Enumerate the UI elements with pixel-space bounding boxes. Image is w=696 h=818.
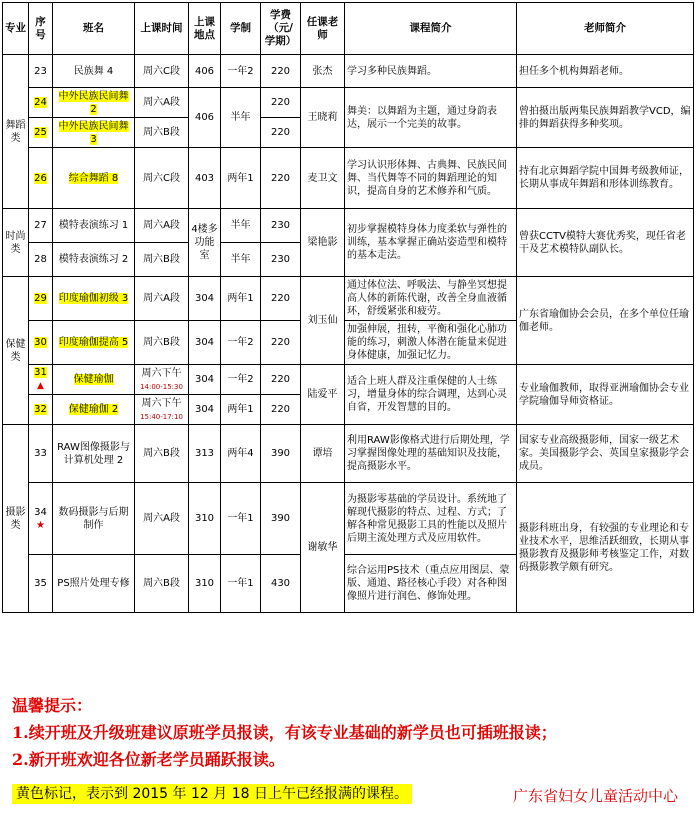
category-cell: 时尚类: [3, 209, 29, 277]
col-header-teacher: 任课老师: [301, 3, 345, 55]
teacher-intro: 专业瑜伽教师，取得亚洲瑜伽协会专业学院瑜伽导师资格证。: [517, 365, 694, 425]
class-place: 313: [189, 425, 221, 483]
class-place: 406: [189, 88, 221, 148]
highlight-legend: 黄色标记，表示到 2015 年 12 月 18 日上午已经报满的课程。: [12, 784, 412, 804]
class-fee: 220: [261, 321, 301, 365]
class-time: 周六C段: [135, 55, 189, 88]
table-row: [3, 277, 694, 321]
teacher-name: 张杰: [301, 55, 345, 88]
class-place: 304: [189, 395, 221, 425]
col-header-name: 班名: [53, 3, 135, 55]
notes-line-1: 1.续开班及升级班建议原班学员报读，有该专业基础的新学员也可插班报读；: [12, 723, 557, 742]
course-table: [2, 2, 694, 613]
organization-name: 广东省妇女儿童活动中心: [512, 787, 678, 805]
table-row: [3, 148, 694, 209]
class-fee: 430: [261, 555, 301, 613]
class-fee: 220: [261, 88, 301, 118]
col-header-time: 上课时间: [135, 3, 189, 55]
class-place: 310: [189, 555, 221, 613]
class-name: PS照片处理专修: [53, 555, 135, 613]
class-place: 406: [189, 55, 221, 88]
class-time: 周六C段: [135, 148, 189, 209]
teacher-intro: 担任多个机构舞蹈老师。: [517, 55, 694, 88]
class-name: 民族舞 4: [53, 55, 135, 88]
class-name: 模特表演练习 1: [53, 209, 135, 243]
col-header-term: 学制: [221, 3, 261, 55]
class-term: 半年: [221, 243, 261, 277]
category-cell: 保健类: [3, 277, 29, 425]
star-icon: ★: [36, 519, 45, 531]
class-fee: 390: [261, 425, 301, 483]
table-row: [3, 88, 694, 118]
class-term: 一年2: [221, 55, 261, 88]
class-name: 中外民族民间舞 2: [58, 90, 129, 115]
col-header-fee: 学费（元/学期）: [261, 3, 301, 55]
teacher-name: 刘玉仙: [301, 277, 345, 365]
table-row: [3, 425, 694, 483]
class-fee: 220: [261, 118, 301, 148]
col-header-course: 课程简介: [345, 3, 517, 55]
category-cell: 舞蹈类: [3, 55, 29, 209]
course-intro: 通过体位法、呼吸法、与静坐冥想提高人体的新陈代谢，改善全身血液循环，舒缓紧张和疲劳。: [345, 277, 517, 321]
course-intro: 利用RAW影像格式进行后期处理，学习掌握图像处理的基础知识及技能，提高摄影水平。: [345, 425, 517, 483]
teacher-intro: 曾拍摄出版两集民族舞蹈教学VCD，编排的舞蹈获得多种奖项。: [517, 88, 694, 148]
class-name: 保健瑜伽 2: [68, 404, 119, 415]
class-place: 304: [189, 365, 221, 395]
row-no: 31: [34, 367, 47, 378]
class-time: 周六A段: [135, 277, 189, 321]
row-no: 32: [34, 404, 47, 415]
class-time: 周六A段: [135, 483, 189, 555]
table-row: [3, 55, 694, 88]
teacher-name: 谢敏华: [301, 483, 345, 613]
class-time: 周六B段: [135, 321, 189, 365]
class-term: 半年: [221, 209, 261, 243]
course-intro: 初步掌握模特身体力度柔软与弹性的训练，基本掌握正确站姿造型和模特的基本走法。: [345, 209, 517, 277]
notes-section: [12, 692, 692, 773]
class-time: 周六B段: [135, 118, 189, 148]
row-no: 27: [29, 209, 53, 243]
class-place: 4楼多功能室: [189, 209, 221, 277]
class-name: 中外民族民间舞 3: [58, 120, 129, 145]
teacher-name: 梁艳影: [301, 209, 345, 277]
class-name: RAW图像摄影与计算机处理 2: [53, 425, 135, 483]
notes-line-2: 2.新开班欢迎各位新老学员踊跃报读。: [12, 750, 285, 769]
class-time: 周六B段: [135, 425, 189, 483]
class-term: 一年2: [221, 321, 261, 365]
header-row: [3, 3, 694, 55]
teacher-intro: 曾获CCTV模特大赛优秀奖，现任省老干及艺术模特队副队长。: [517, 209, 694, 277]
course-intro: 综合运用PS技术（重点应用图层、蒙版、通道、路径核心手段）对各种图像照片进行润色、修饰处理。: [345, 555, 517, 613]
class-name: 模特表演练习 2: [53, 243, 135, 277]
class-term: 两年1: [221, 277, 261, 321]
class-term: 一年1: [221, 483, 261, 555]
table-row: [3, 209, 694, 243]
class-time: 周六B段: [135, 243, 189, 277]
class-name: 综合舞蹈 8: [68, 172, 119, 184]
teacher-name: 麦卫文: [301, 148, 345, 209]
class-term: 一年2: [221, 365, 261, 395]
class-term: 一年1: [221, 555, 261, 613]
teacher-intro: 摄影科班出身，有较强的专业理论和专业技术水平，思维活跃细致，长期从事摄影教育及摄影师考核鉴定工作，对数码摄影教学颇有研究。: [517, 483, 694, 613]
row-no: 30: [34, 337, 47, 348]
class-term: 两年4: [221, 425, 261, 483]
class-fee: 390: [261, 483, 301, 555]
row-no: 34: [34, 506, 47, 518]
course-intro: 学习多种民族舞蹈。: [345, 55, 517, 88]
course-intro: 为摄影零基础的学员设计。系统地了解现代摄影的特点、过程、方式；了解各种常见摄影工具的性能以及照片后期主流处理方式及应用软件。: [345, 483, 517, 555]
class-time: 周六下午: [141, 397, 182, 409]
row-no: 25: [34, 127, 47, 138]
class-term: 两年1: [221, 148, 261, 209]
row-no: 29: [34, 293, 47, 304]
teacher-intro: 广东省瑜伽协会会员，在多个单位任瑜伽老师。: [517, 277, 694, 365]
course-intro: 舞美：以舞蹈为主题，通过身韵表达，展示一个完美的故事。: [345, 88, 517, 148]
category-cell: 摄影类: [3, 425, 29, 613]
row-no: 26: [34, 172, 47, 184]
class-fee: 220: [261, 277, 301, 321]
class-time: 周六B段: [135, 555, 189, 613]
class-fee: 220: [261, 365, 301, 395]
table-row: [3, 365, 694, 395]
row-no: 35: [29, 555, 53, 613]
teacher-name: 谭培: [301, 425, 345, 483]
class-place: 310: [189, 483, 221, 555]
class-fee: 220: [261, 55, 301, 88]
teacher-intro: 持有北京舞蹈学院中国舞考级教师证，长期从事成年舞蹈和形体训练教育。: [517, 148, 694, 209]
class-term: 两年1: [221, 395, 261, 425]
class-time-detail: 15:40-17:10: [140, 412, 183, 421]
class-name: 印度瑜伽初级 3: [58, 293, 129, 304]
class-time: 周六A段: [135, 88, 189, 118]
row-no: 23: [29, 55, 53, 88]
notes-title: 温馨提示：: [12, 696, 93, 715]
col-header-category: 专业: [3, 3, 29, 55]
row-no: 24: [34, 97, 47, 108]
class-place: 304: [189, 277, 221, 321]
teacher-name: 陆爱平: [301, 365, 345, 425]
row-no: 33: [29, 425, 53, 483]
class-name: 保健瑜伽: [73, 374, 114, 385]
class-time-detail: 14:00-15:30: [140, 382, 183, 391]
teacher-name: 王晓莉: [301, 88, 345, 148]
footer: [12, 783, 692, 809]
row-no: 28: [29, 243, 53, 277]
teacher-intro: 国家专业高级摄影师，国家一级艺术家。美国摄影学会、英国皇家摄影学会成员。: [517, 425, 694, 483]
class-time: 周六A段: [135, 209, 189, 243]
class-time: 周六下午: [141, 367, 182, 379]
course-intro: 加强伸展，扭转，平衡和强化心肺功能的练习，刺激人体潜在能量来促进身体健康，加强记忆力。: [345, 321, 517, 365]
course-intro: 适合上班人群及注重保健的人士练习，增量身体的综合调理，达到心灵自省，开发智慧的目的。: [345, 365, 517, 425]
class-place: 403: [189, 148, 221, 209]
table-row: [3, 483, 694, 555]
col-header-place: 上课地点: [189, 3, 221, 55]
class-term: 半年: [221, 88, 261, 148]
class-fee: 220: [261, 148, 301, 209]
class-fee: 230: [261, 243, 301, 277]
class-place: 304: [189, 321, 221, 365]
course-intro: 学习认识形体舞、古典舞、民族民间舞、当代舞等不同的舞蹈理论的知识，提高自身的艺术修养和气质。: [345, 148, 517, 209]
class-fee: 220: [261, 395, 301, 425]
col-header-bio: 老师简介: [517, 3, 694, 55]
class-fee: 230: [261, 209, 301, 243]
class-name: 数码摄影与后期制作: [53, 483, 135, 555]
class-name: 印度瑜伽提高 5: [58, 337, 129, 348]
warning-triangle-icon: ▲: [37, 381, 44, 391]
col-header-no: 序号: [29, 3, 53, 55]
